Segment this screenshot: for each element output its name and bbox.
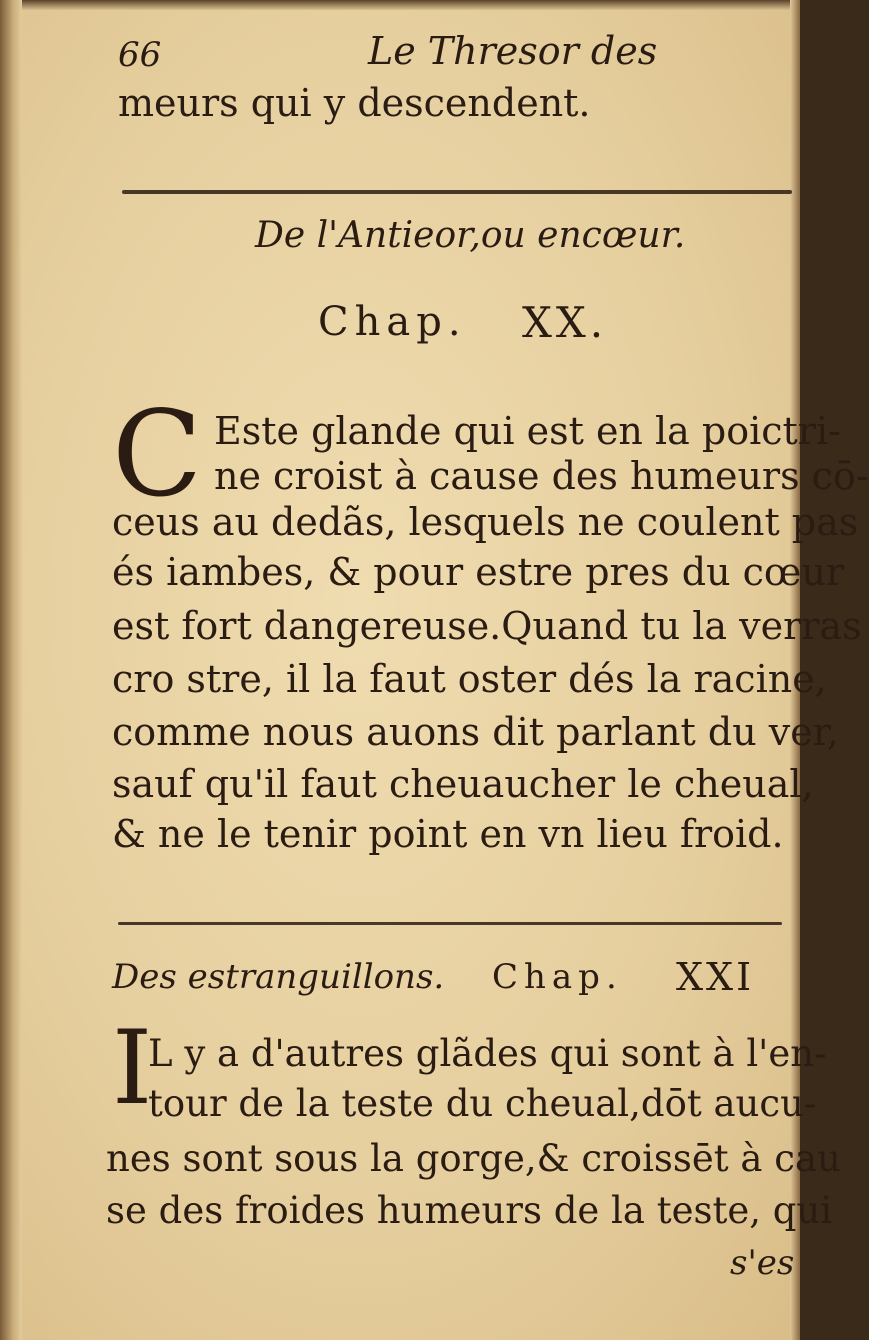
body-line: se des froides humeurs de la teste, qui <box>106 1189 833 1232</box>
body-line: ceus au dedãs, lesquels ne coulent pas <box>112 500 859 544</box>
body-line: & ne le tenir point en vn lieu froid. <box>112 812 784 856</box>
chapter-title: De l'Antieor,ou encœur. <box>255 215 686 256</box>
chapter-title: Des estranguillons. <box>112 957 445 997</box>
chapter-label: Chap. <box>492 957 623 997</box>
running-title: Le Thresor des <box>368 29 658 73</box>
chapter-number: XX. <box>522 298 608 347</box>
body-line: ne croist à cause des humeurs cō- <box>214 454 869 498</box>
drop-cap: C <box>112 385 203 523</box>
body-line: nes sont sous la gorge,& croissēt à cau <box>106 1137 841 1180</box>
page-binding-edge <box>0 0 22 1340</box>
body-line: comme nous auons dit parlant du ver, <box>112 710 839 754</box>
drop-cap: I <box>112 1009 153 1128</box>
body-line: sauf qu'il faut cheuaucher le cheual, <box>112 762 814 806</box>
catchword: s'es <box>730 1243 795 1283</box>
page-number: 66 <box>118 35 162 75</box>
chapter-label: Chap. <box>318 299 467 345</box>
section-divider-rule <box>122 190 792 194</box>
section-divider-rule <box>118 922 782 925</box>
body-line: cro stre, il la faut oster dés la racine, <box>112 657 827 701</box>
body-line: L y a d'autres glãdes qui sont à l'en- <box>148 1032 827 1075</box>
body-line: est fort dangereuse.Quand tu la verras <box>112 604 862 648</box>
carry-over-line: meurs qui y descendent. <box>118 81 591 125</box>
body-line: Este glande qui est en la poictri- <box>214 409 841 453</box>
body-line: tour de la teste du cheual,dōt aucu- <box>148 1082 817 1125</box>
body-line: és iambes, & pour estre pres du cœur <box>112 550 845 594</box>
page-top-edge <box>0 0 800 10</box>
chapter-number: XXI <box>676 955 755 999</box>
